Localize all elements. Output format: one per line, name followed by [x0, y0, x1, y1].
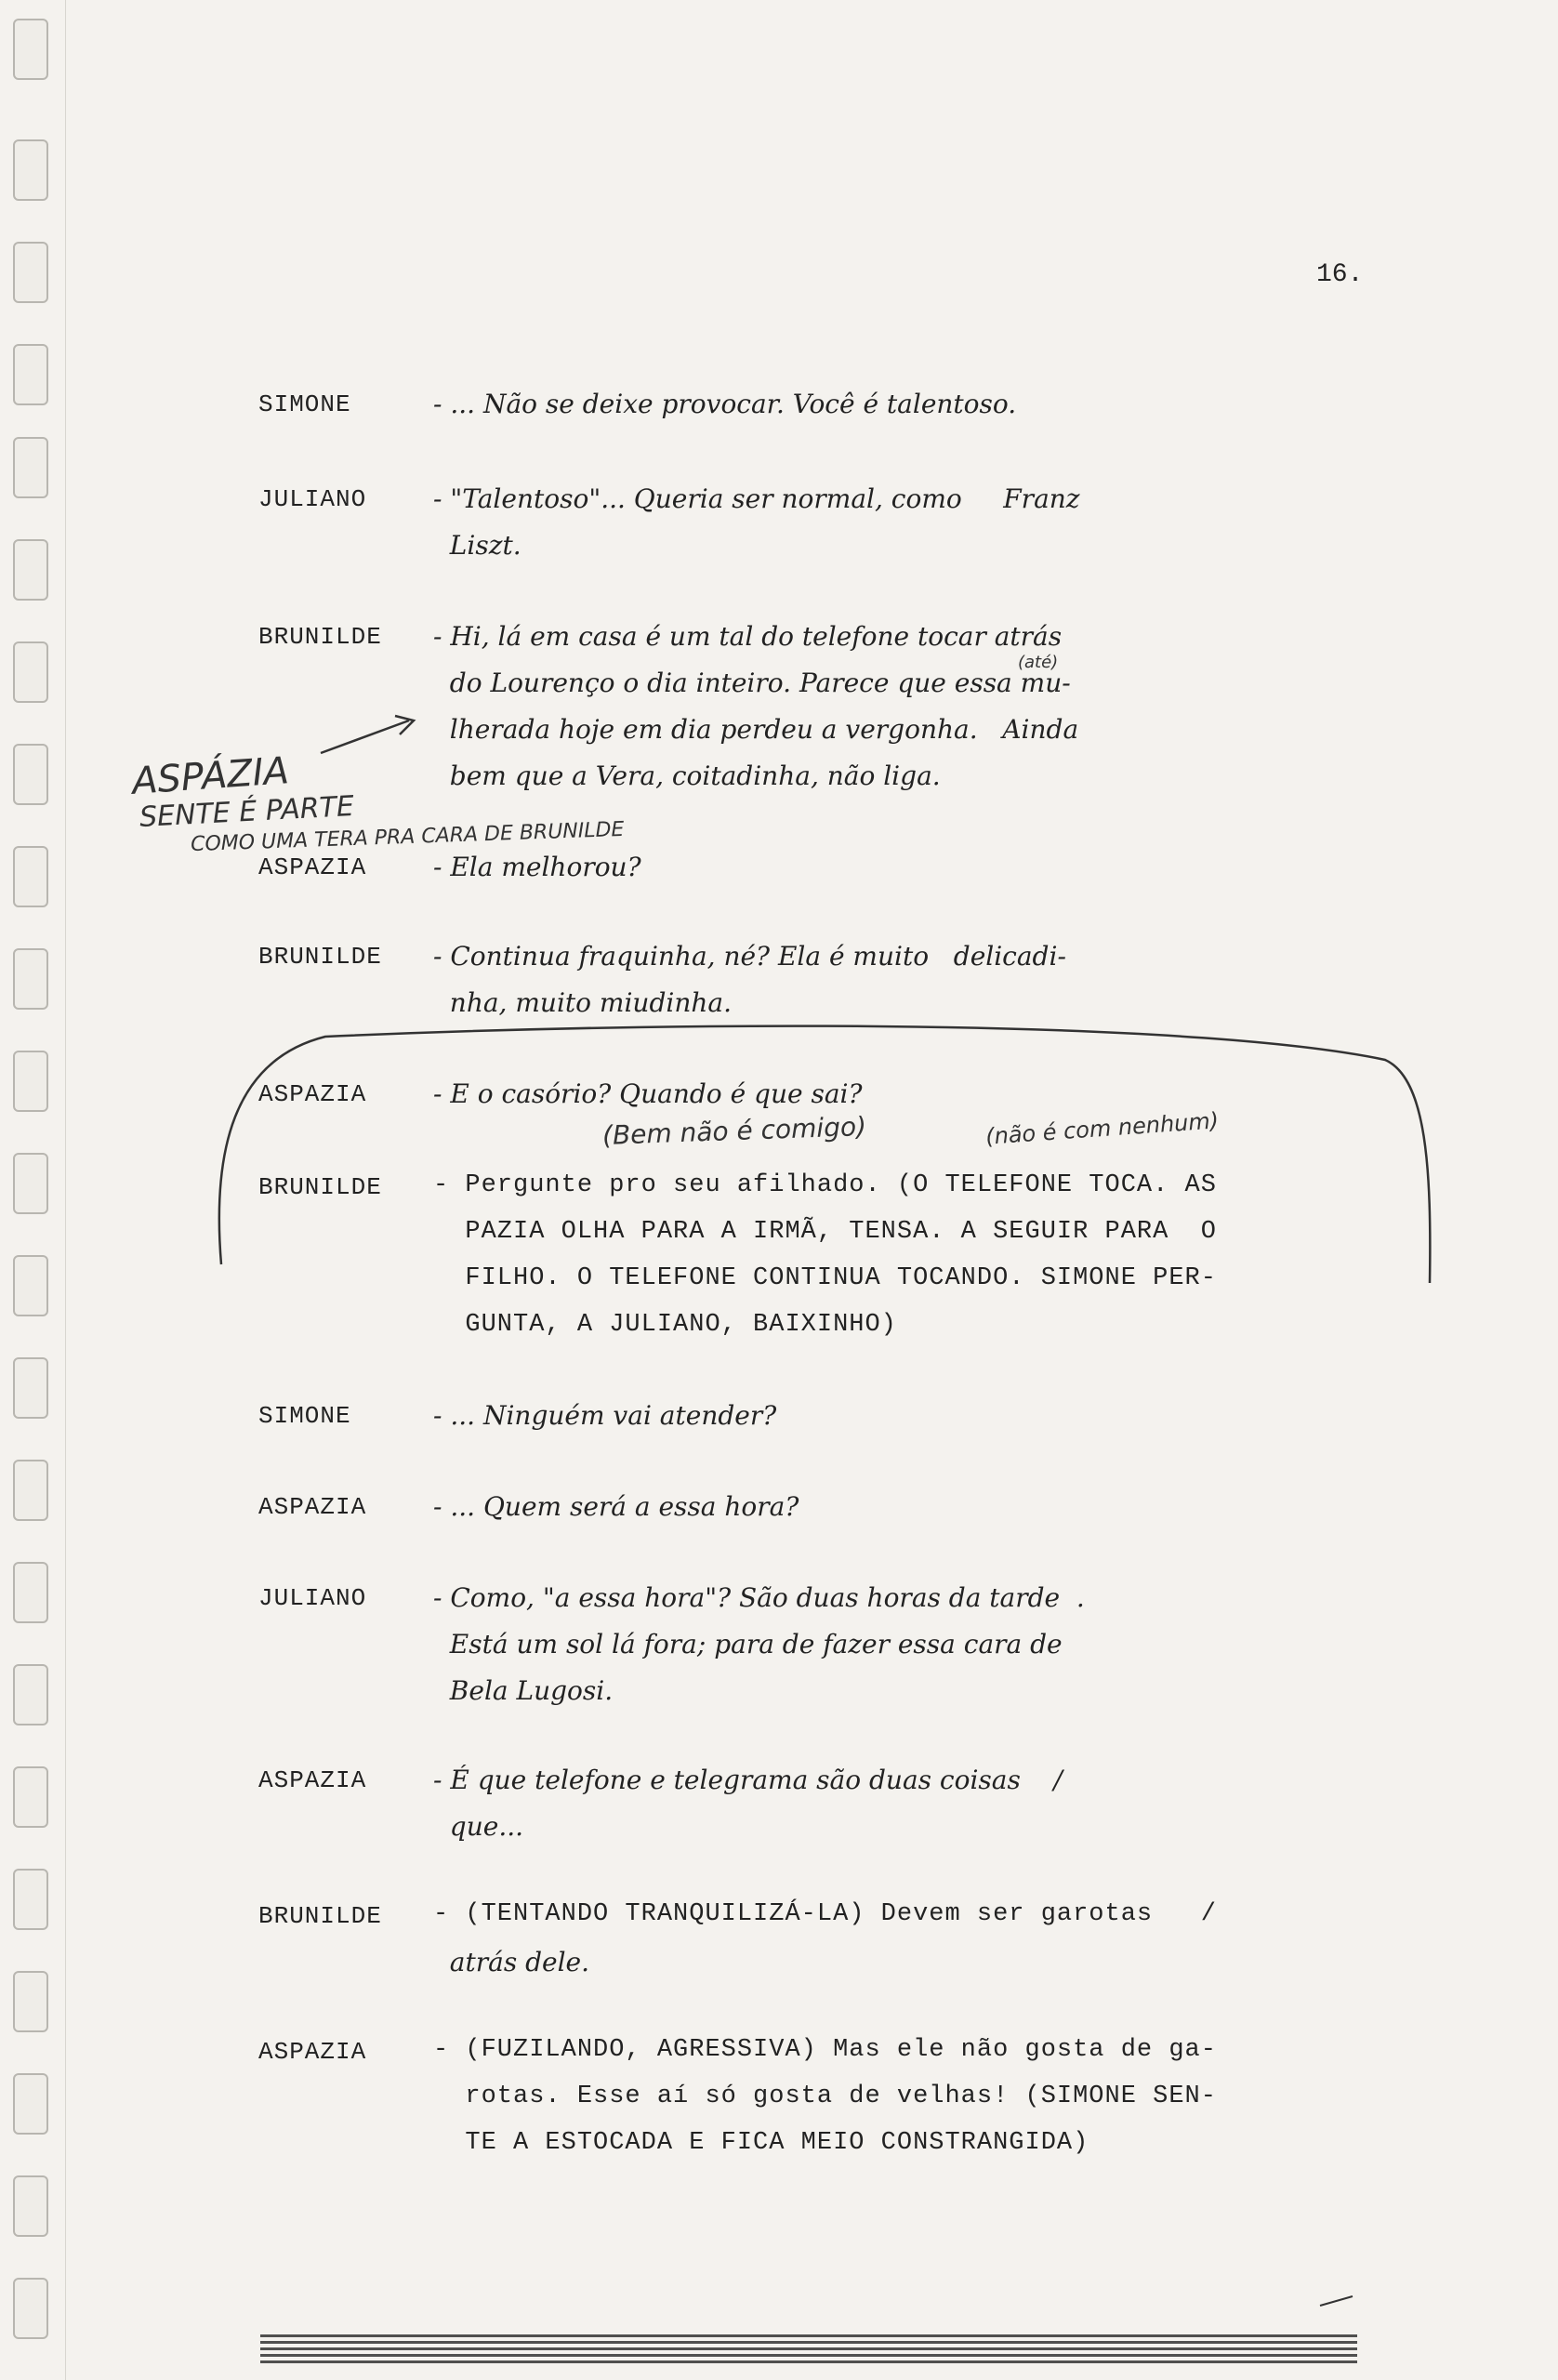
speaker-name: SIMONE	[258, 1402, 351, 1430]
dialogue-line: Está um sol lá fora; para de fazer essa cara de	[433, 1629, 1063, 1659]
speaker-name: BRUNILDE	[258, 1902, 382, 1930]
inline-note: (até)	[1018, 653, 1059, 672]
dialogue-line: - Ela melhorou?	[433, 852, 641, 882]
dialogue-line: GUNTA, A JULIANO, BAIXINHO)	[433, 1311, 897, 1339]
dialogue-line: bem que a Vera, coitadinha, não liga.	[433, 760, 941, 791]
dialogue-line: - Continua fraquinha, né? Ela é muito delicadi-	[433, 941, 1066, 972]
dialogue-line: - (FUZILANDO, AGRESSIVA) Mas ele não gosta de ga-	[433, 2036, 1217, 2064]
dialogue-line: do Lourenço o dia inteiro. Parece que essa mu-	[433, 668, 1071, 698]
speaker-name: SIMONE	[258, 390, 351, 418]
dialogue-line: - "Talentoso"... Queria ser normal, como Franz	[433, 483, 1080, 514]
margin-note: ASPÁZIA	[130, 749, 291, 803]
speaker-name: BRUNILDE	[258, 943, 382, 971]
dialogue-line: - É que telefone e telegrama são duas coisas /	[433, 1765, 1063, 1795]
dialogue-line: - ... Ninguém vai atender?	[433, 1400, 777, 1431]
dialogue-line: rotas. Esse aí só gosta de velhas! (SIMONE SEN-	[433, 2082, 1217, 2110]
speaker-name: ASPAZIA	[258, 2038, 367, 2066]
bracket-note: (Bem não é comigo)	[601, 1111, 867, 1151]
bracket-note: (não é com nenhum)	[984, 1107, 1220, 1150]
speaker-name: ASPAZIA	[258, 1493, 367, 1521]
dialogue-line: - Como, "a essa hora"? São duas horas da tarde .	[433, 1582, 1085, 1613]
dialogue-line: nha, muito miudinha.	[433, 987, 732, 1018]
speaker-name: ASPAZIA	[258, 1080, 367, 1108]
speaker-name: ASPAZIA	[258, 853, 367, 881]
dialogue-line: - ... Não se deixe provocar. Você é talentoso.	[433, 389, 1017, 419]
dialogue-line: atrás dele.	[433, 1947, 590, 1977]
dialogue-line: Bela Lugosi.	[433, 1675, 614, 1706]
dialogue-line: - ... Quem será a essa hora?	[433, 1491, 799, 1522]
page-number: 16.	[1316, 260, 1364, 289]
dialogue-line: - Pergunte pro seu afilhado. (O TELEFONE TOCA. AS	[433, 1171, 1217, 1199]
dialogue-line: - Hi, lá em casa é um tal do telefone tocar atrás	[433, 621, 1063, 652]
speaker-name: BRUNILDE	[258, 1173, 382, 1201]
margin-note: SENTE É PARTE	[139, 789, 355, 835]
dialogue-line: - (TENTANDO TRANQUILIZÁ-LA) Devem ser garotas /	[433, 1900, 1217, 1928]
dialogue-line: lherada hoje em dia perdeu a vergonha. Ainda	[433, 714, 1079, 745]
dialogue-line: PAZIA OLHA PARA A IRMÃ, TENSA. A SEGUIR PARA O	[433, 1218, 1217, 1246]
speaker-name: JULIANO	[258, 485, 367, 513]
crossed-out-line	[260, 2332, 1357, 2363]
speaker-name: JULIANO	[258, 1584, 367, 1612]
dialogue-line: - E o casório? Quando é que sai?	[433, 1078, 863, 1109]
speaker-name: ASPAZIA	[258, 1766, 367, 1794]
speaker-name: BRUNILDE	[258, 623, 382, 651]
margin-note: COMO UMA TERA PRA CARA DE BRUNILDE	[190, 817, 625, 857]
dialogue-line: que...	[433, 1811, 524, 1842]
dialogue-line: FILHO. O TELEFONE CONTINUA TOCANDO. SIMONE PER-	[433, 1264, 1217, 1292]
dialogue-line: Liszt.	[433, 530, 522, 561]
dialogue-line: TE A ESTOCADA E FICA MEIO CONSTRANGIDA)	[433, 2129, 1089, 2157]
